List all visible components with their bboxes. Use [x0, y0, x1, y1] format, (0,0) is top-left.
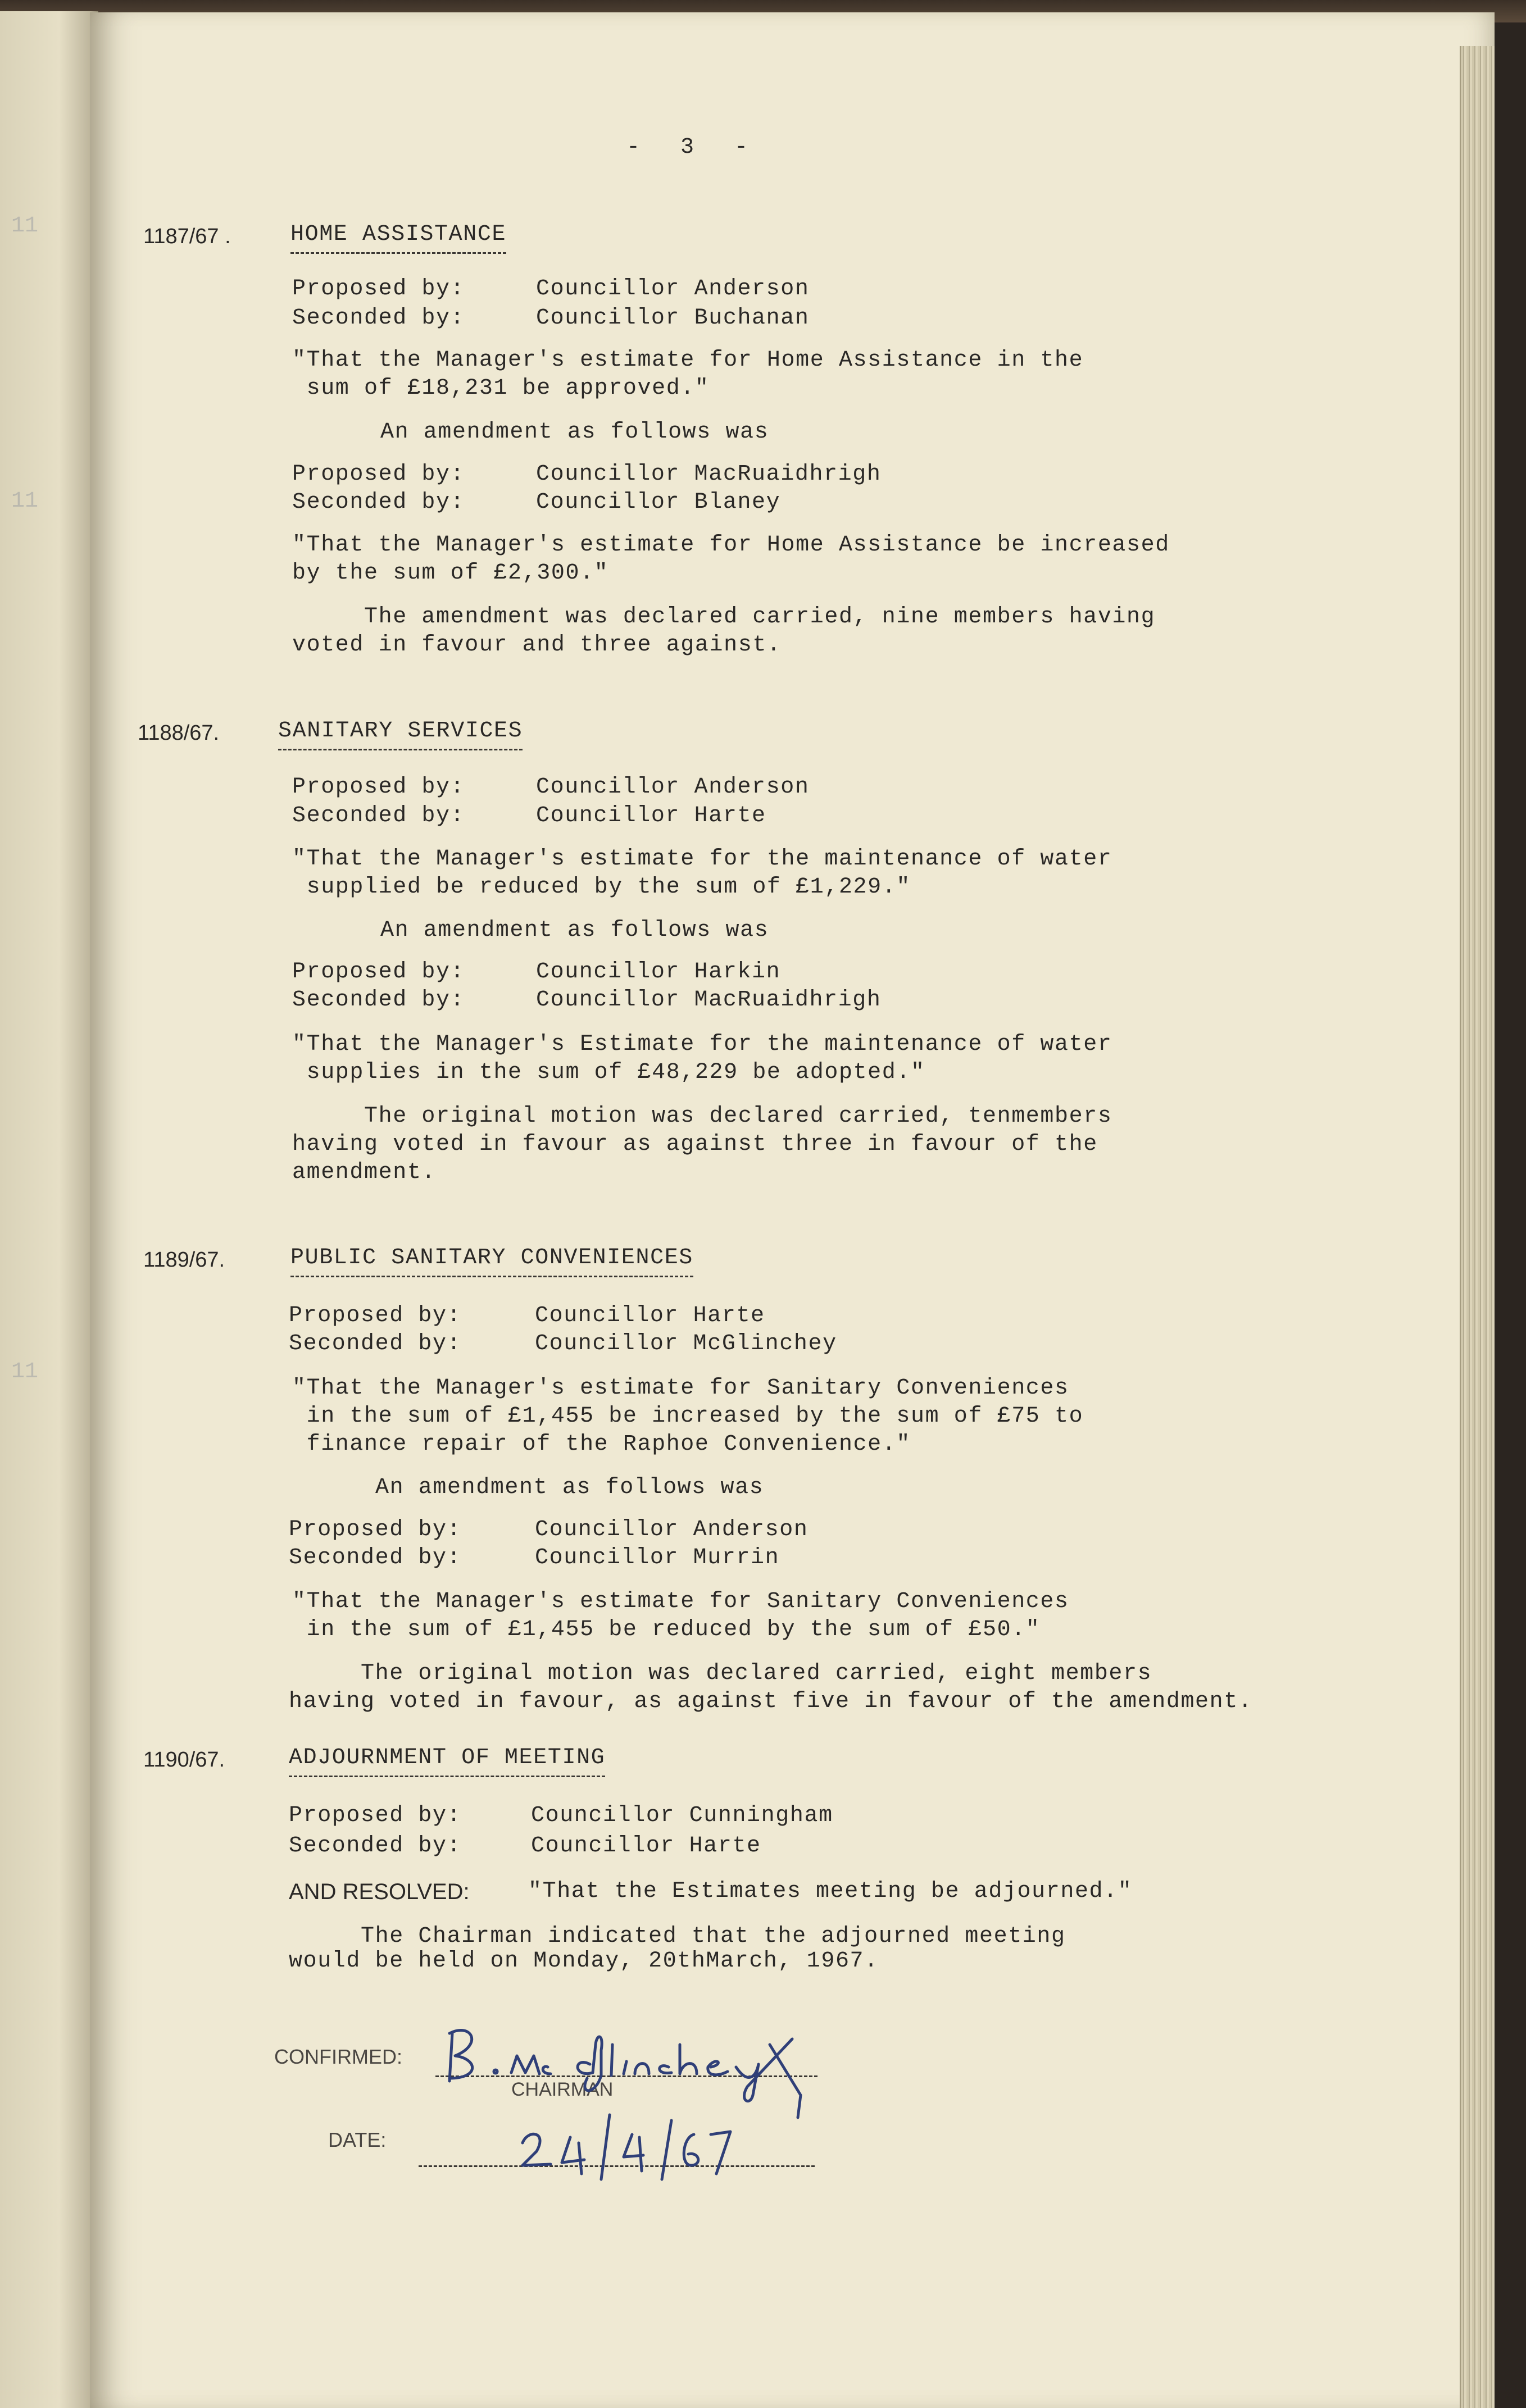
amendment-quote-line: supplies in the sum of £48,229 be adopted."	[292, 1060, 925, 1085]
result-line: voted in favour and three against.	[292, 632, 782, 658]
seconded-label: Seconded by:	[292, 803, 465, 829]
result-line: amendment.	[292, 1160, 437, 1185]
proposed-by: Councillor Harkin	[536, 959, 781, 985]
page-stack-edges	[1460, 46, 1495, 2408]
proposed-by: Councillor Cunningham	[531, 1803, 833, 1828]
seconded-label: Seconded by:	[292, 987, 465, 1013]
motion-quote-line: supplied be reduced by the sum of £1,229."	[292, 875, 911, 900]
result-line: would be held on Monday, 20thMarch, 1967.	[289, 1949, 879, 1974]
motion-quote-line: "That the Manager's estimate for Sanitary Conveniences	[292, 1376, 1069, 1401]
result-line: The original motion was declared carried, eight members	[289, 1661, 1152, 1686]
result-line: The original motion was declared carried, tenmembers	[292, 1104, 1112, 1129]
motion-quote-line: "That the Manager's estimate for the maintenance of water	[292, 846, 1112, 872]
seconded-label: Seconded by:	[289, 1331, 462, 1357]
motion-quote-line: sum of £18,231 be approved."	[292, 376, 710, 401]
item-number: 1190/67.	[143, 1748, 225, 1772]
result-line: The amendment was declared carried, nine members having	[292, 604, 1156, 630]
item-heading: SANITARY SERVICES	[278, 717, 523, 750]
item-number: 1189/67.	[143, 1248, 225, 1272]
seconded-label: Seconded by:	[289, 1545, 462, 1571]
proposed-by: Councillor Harte	[535, 1303, 765, 1328]
chairman-label: CHAIRMAN	[511, 2079, 614, 2100]
proposed-label: Proposed by:	[289, 1803, 462, 1828]
seconded-by: Councillor Murrin	[535, 1545, 780, 1571]
proposed-label: Proposed by:	[289, 1517, 462, 1542]
date-label: DATE:	[328, 2128, 387, 2151]
item-heading: ADJOURNMENT OF MEETING	[289, 1744, 605, 1777]
result-line: having voted in favour as against three in favour of the	[292, 1132, 1098, 1157]
item-heading: PUBLIC SANITARY CONVENIENCES	[290, 1244, 693, 1277]
resolved-label: AND RESOLVED:	[289, 1879, 470, 1904]
amendment-quote-line: in the sum of £1,455 be reduced by the sum of £50."	[292, 1617, 1041, 1642]
seconded-by: Councillor Harte	[531, 1833, 761, 1859]
amendment-quote-line: "That the Manager's Estimate for the maintenance of water	[292, 1032, 1112, 1057]
amendment-intro: An amendment as follows was	[380, 420, 769, 445]
proposed-by: Councillor Anderson	[536, 775, 810, 800]
seconded-by: Councillor Harte	[536, 803, 766, 829]
page-number: - 3 -	[626, 135, 762, 160]
proposed-label: Proposed by:	[292, 775, 465, 800]
seconded-by: Councillor Blaney	[536, 490, 781, 515]
amendment-quote-line: "That the Manager's estimate for Sanitary Conveniences	[292, 1589, 1069, 1614]
proposed-by: Councillor MacRuaidhrigh	[536, 462, 882, 487]
confirmed-label: CONFIRMED:	[274, 2045, 402, 2068]
seconded-by: Councillor Buchanan	[536, 306, 810, 331]
seconded-label: Seconded by:	[292, 490, 465, 515]
motion-quote-line: finance repair of the Raphoe Convenience."	[292, 1432, 911, 1457]
handwritten-date	[506, 2104, 742, 2182]
seconded-label: Seconded by:	[289, 1833, 462, 1859]
motion-quote-line: in the sum of £1,455 be increased by the sum of £75 to	[292, 1404, 1084, 1429]
amendment-quote-line: by the sum of £2,300."	[292, 561, 609, 586]
item-number: 1187/67 .	[143, 225, 231, 248]
resolved-text: "That the Estimates meeting be adjourned."	[528, 1879, 1133, 1904]
amendment-quote-line: "That the Manager's estimate for Home Assistance be increased	[292, 532, 1170, 558]
item-heading: HOME ASSISTANCE	[290, 221, 506, 254]
proposed-label: Proposed by:	[289, 1303, 462, 1328]
amendment-intro: An amendment as follows was	[375, 1475, 764, 1500]
facing-page-edge: 11 11 11	[0, 11, 98, 2408]
motion-quote-line: "That the Manager's estimate for Home Assistance in the	[292, 348, 1084, 373]
proposed-label: Proposed by:	[292, 462, 465, 487]
item-number: 1188/67.	[138, 721, 220, 745]
result-line: having voted in favour, as against five in favour of the amendment.	[289, 1689, 1253, 1714]
seconded-label: Seconded by:	[292, 306, 465, 331]
amendment-intro: An amendment as follows was	[380, 918, 769, 943]
result-line: The Chairman indicated that the adjourned meeting	[289, 1924, 1066, 1949]
proposed-by: Councillor Anderson	[536, 276, 810, 302]
proposed-label: Proposed by:	[292, 959, 465, 985]
proposed-by: Councillor Anderson	[535, 1517, 809, 1542]
seconded-by: Councillor MacRuaidhrigh	[536, 987, 882, 1013]
seconded-by: Councillor McGlinchey	[535, 1331, 837, 1357]
proposed-label: Proposed by:	[292, 276, 465, 302]
